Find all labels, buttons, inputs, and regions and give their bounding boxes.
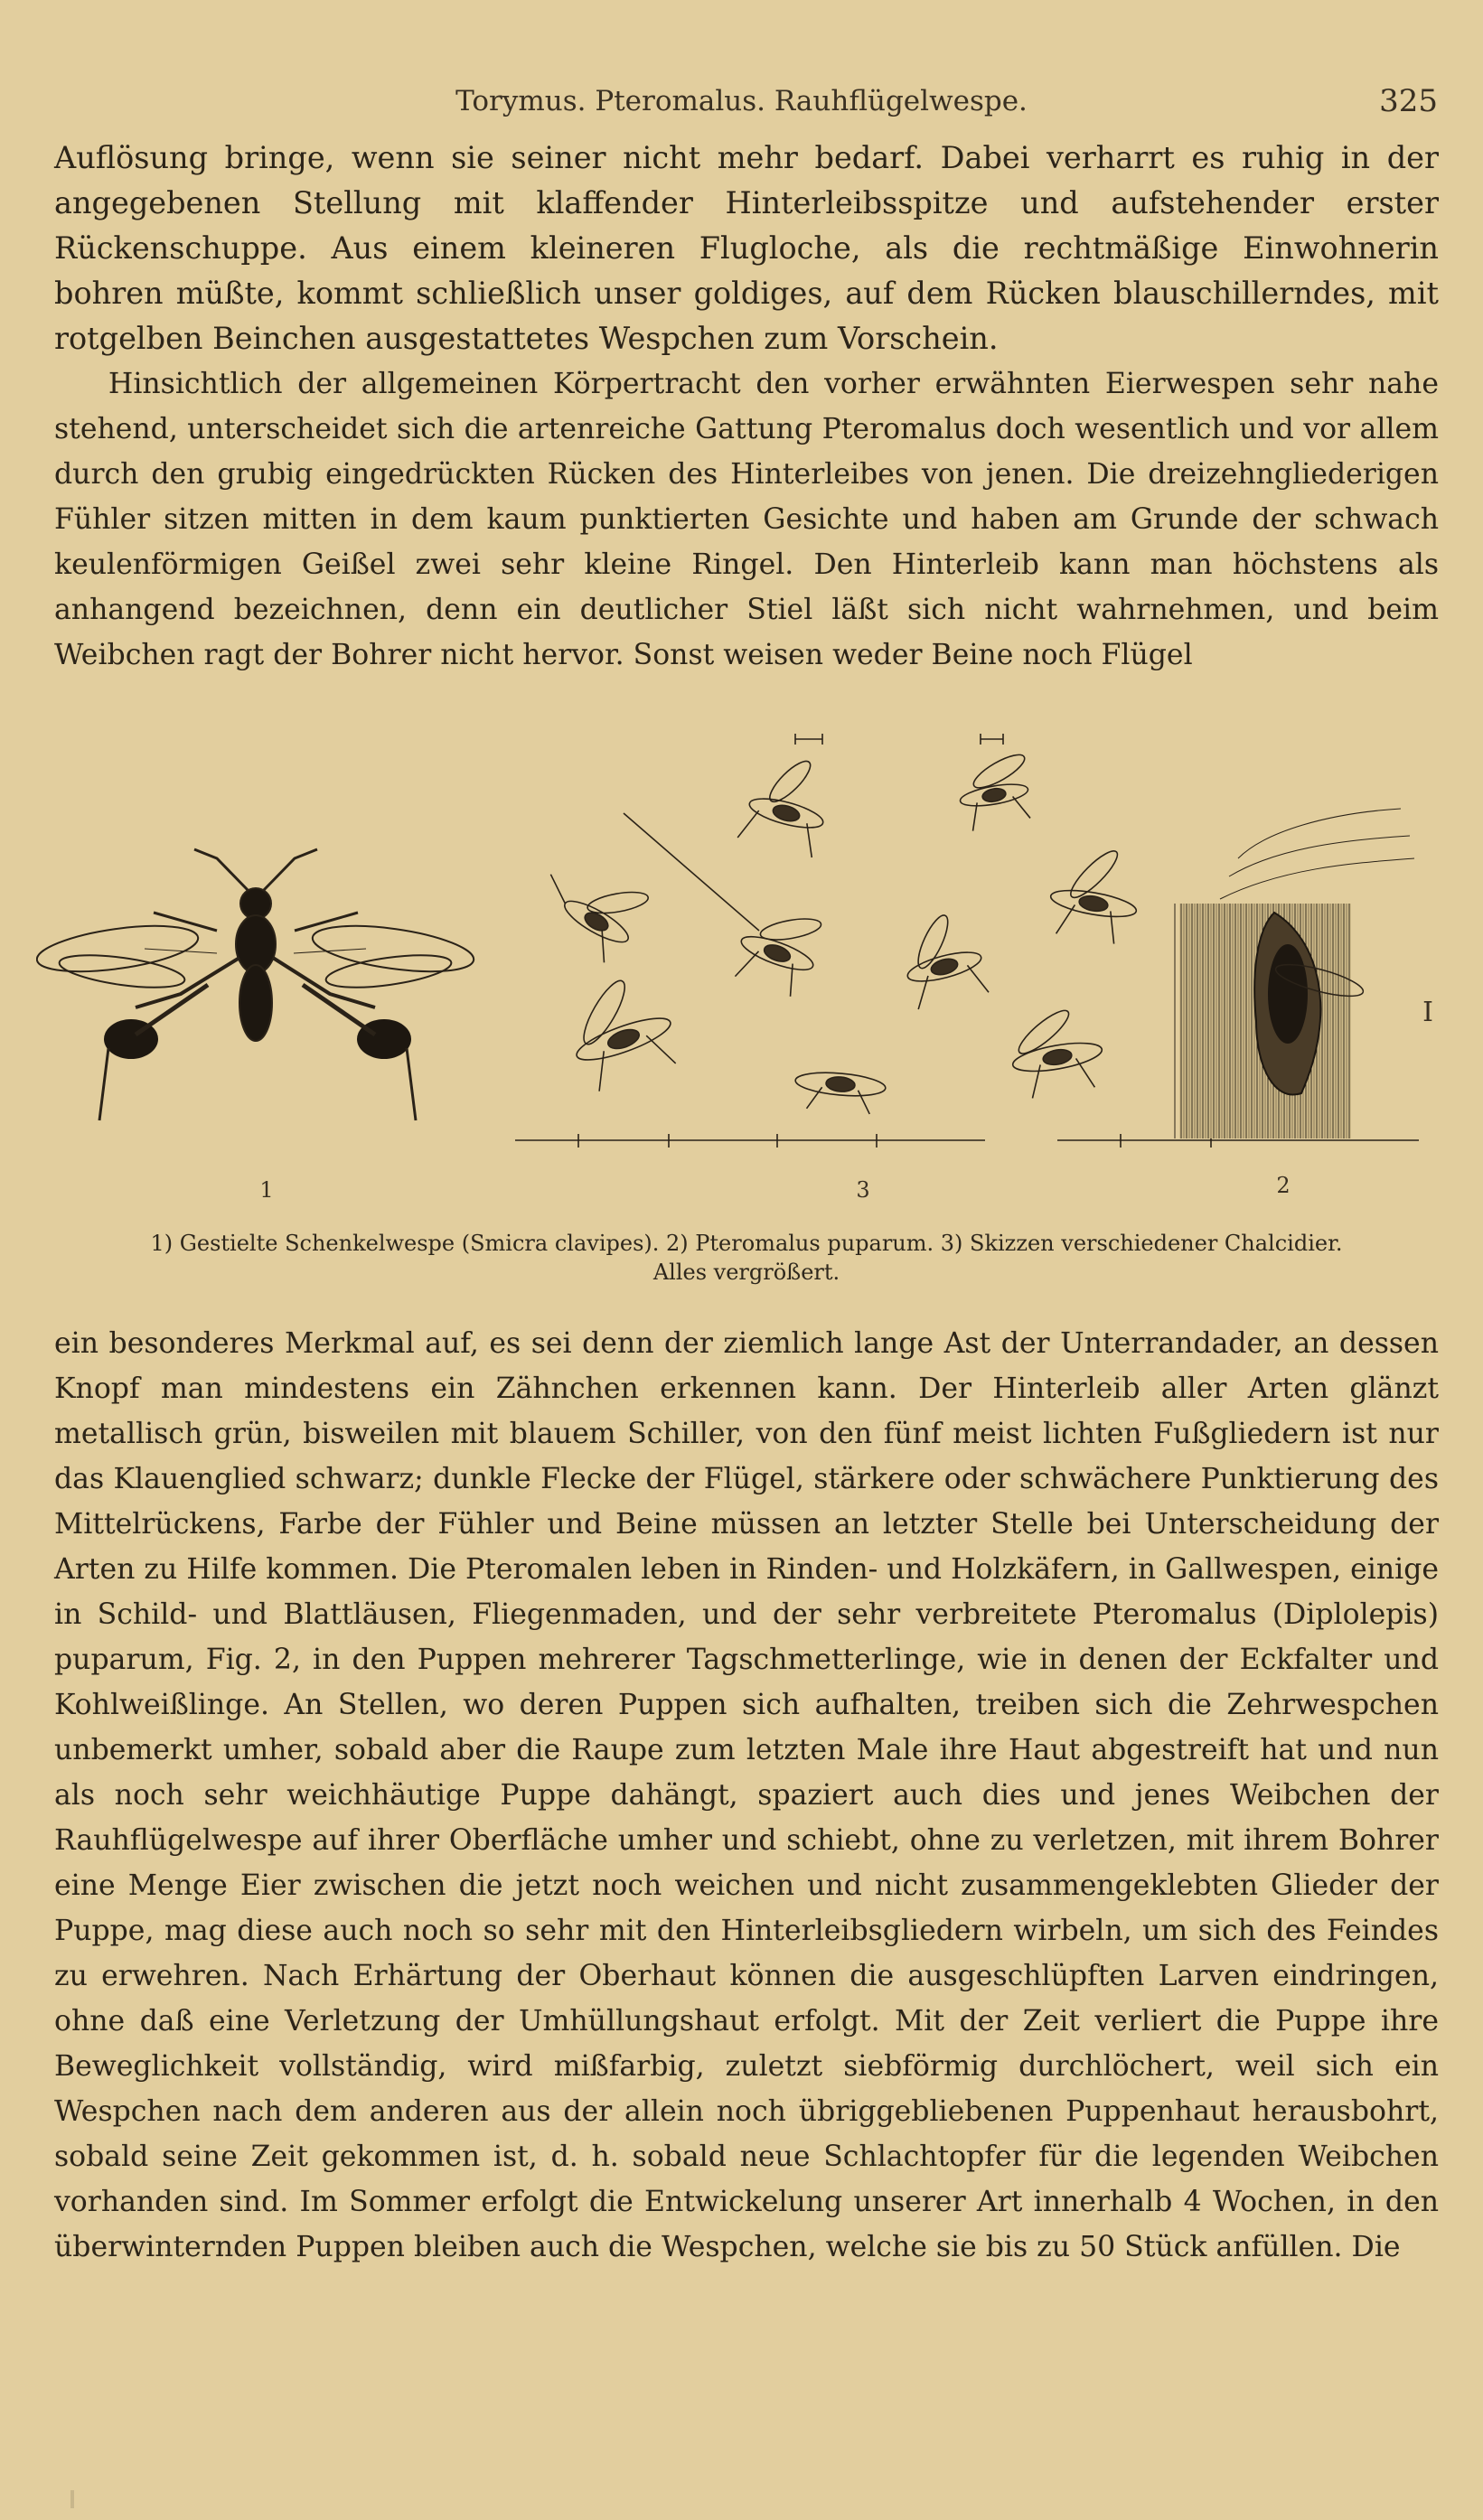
- page-number: 325: [1379, 83, 1438, 119]
- figure-label-1: 1: [259, 1177, 274, 1202]
- pupa-figure-2: [1175, 809, 1414, 1138]
- figure-label-2: 2: [1276, 1173, 1291, 1198]
- caption-line-1: 1) Gestielte Schenkelwespe (Smicra clavipes). 2) Pteromalus puparum. 3) Skizzen verschiedener Chalcidier.: [150, 1231, 1343, 1256]
- figure-label-3: 3: [856, 1177, 870, 1202]
- paragraph-1: Auflösung bringe, wenn sie seiner nicht mehr bedarf. Dabei verharrt es ruhig in der angegebenen Stellung mit klaffender Hinterleibsspitze und aufstehender erster Rückenschuppe. Aus einem kleineren Flugloche, als die rechtmäßige Einwohnerin bohren müßte, kommt schließlich unser goldiges, auf dem Rücken blauschillerndes, mit rotgelben Beinchen ausgestattetes Wespchen zum Vorschein.: [54, 140, 1439, 356]
- figure-label-roman-one: I: [1422, 997, 1433, 1028]
- paragraph-3: ein besonderes Merkmal auf, es sei denn der ziemlich lange Ast der Unterrandader, an dessen Knopf man mindestens ein Zähnchen erkennen kann. Der Hinterleib aller Arten glänzt metallisch grün, bisweilen mit blauem Schiller, von den fünf meist lichten Fußgliedern ist nur das Klauenglied schwarz; dunkle Flecke der Flügel, stärkere oder schwächere Punktierung des Mittelrückens, Farbe der Fühler und Beine müssen an letzter Stelle bei Unterscheidung der Arten zu Hilfe kommen. Die Pteromalen leben in Rinden- und Holzkäfern, in Gallwespen, einige in Schild- und Blattläusen, Fliegenmaden, und der sehr verbreitete Pteromalus (Diplolepis) puparum, Fig. 2, in den Puppen mehrerer Tagschmetterlinge, wie in denen der Eckfalter und Kohlweißlinge. An Stellen, wo deren Puppen sich aufhalten, treiben sich die Zehrwespchen unbemerkt umher, sobald aber die Raupe zum letzten Male ihre Haut abgestreift hat und nun als noch sehr weichhäutige Puppe dahängt, spaziert auch dies und jenes Weibchen der Rauhflügelwespe auf ihrer Oberfläche umher und schiebt, ohne zu verletzen, mit ihrem Bohrer eine Menge Eier zwischen die jetzt noch weichen und nicht zusammengeklebten Glieder der Puppe, mag diese auch noch so sehr mit den Hinterleibsgliedern wirbeln, um sich des Feindes zu erwehren. Nach Erhärtung der Oberhaut können die ausgeschlüpften Larven eindringen, ohne daß eine Verletzung der Umhüllungshaut erfolgt. Mit der Zeit verliert die Puppe ihre Beweglichkeit vollständig, wird mißfarbig, zuletzt siebförmig durchlöchert, weil sich ein Wespchen nach dem anderen aus der allein noch übriggebliebenen Puppenhaut herausbohrt, sobald seine Zeit gekommen ist, d. h. sobald neue Schlachtopfer für die legenden Weibchen vorhanden sind. Im Sommer erfolgt die Entwickelung unserer Art innerhalb 4 Wochen, in den überwinternden Puppen bleiben auch die Wespchen, welche sie bis zu 50 Stück anfüllen. Die: [54, 1327, 1439, 2263]
- running-title: Torymus. Pteromalus. Rauhflügelwespe.: [455, 85, 1028, 117]
- paragraph-2: Hinsichtlich der allgemeinen Körpertracht den vorher erwähnten Eierwespen sehr nahe stehend, unterscheidet sich die artenreiche Gattung Pteromalus doch wesentlich und vor allem durch den grubig eingedrückten Rücken des Hinterleibes von jenen. Die dreizehngliederigen Fühler sitzen mitten in dem kaum punktierten Gesichte und haben am Grunde der schwach keulenförmigen Geißel zwei sehr kleine Ringel. Den Hinterleib kann man höchstens als anhangend bezeichnen, denn ein deutlicher Stiel läßt sich nicht wahrnehmen, und beim Weibchen ragt der Bohrer nicht hervor. Sonst weisen weder Beine noch Flügel: [54, 368, 1439, 671]
- wasp-figure-1: [36, 849, 476, 1120]
- page-header: [0, 83, 1483, 128]
- figure-illustration: [36, 723, 1446, 1202]
- figure-engravings: [36, 723, 1446, 1202]
- caption-line-2: Alles vergrößert.: [652, 1260, 840, 1285]
- page-mark: [70, 2490, 74, 2508]
- figure-caption: [54, 1229, 1439, 1287]
